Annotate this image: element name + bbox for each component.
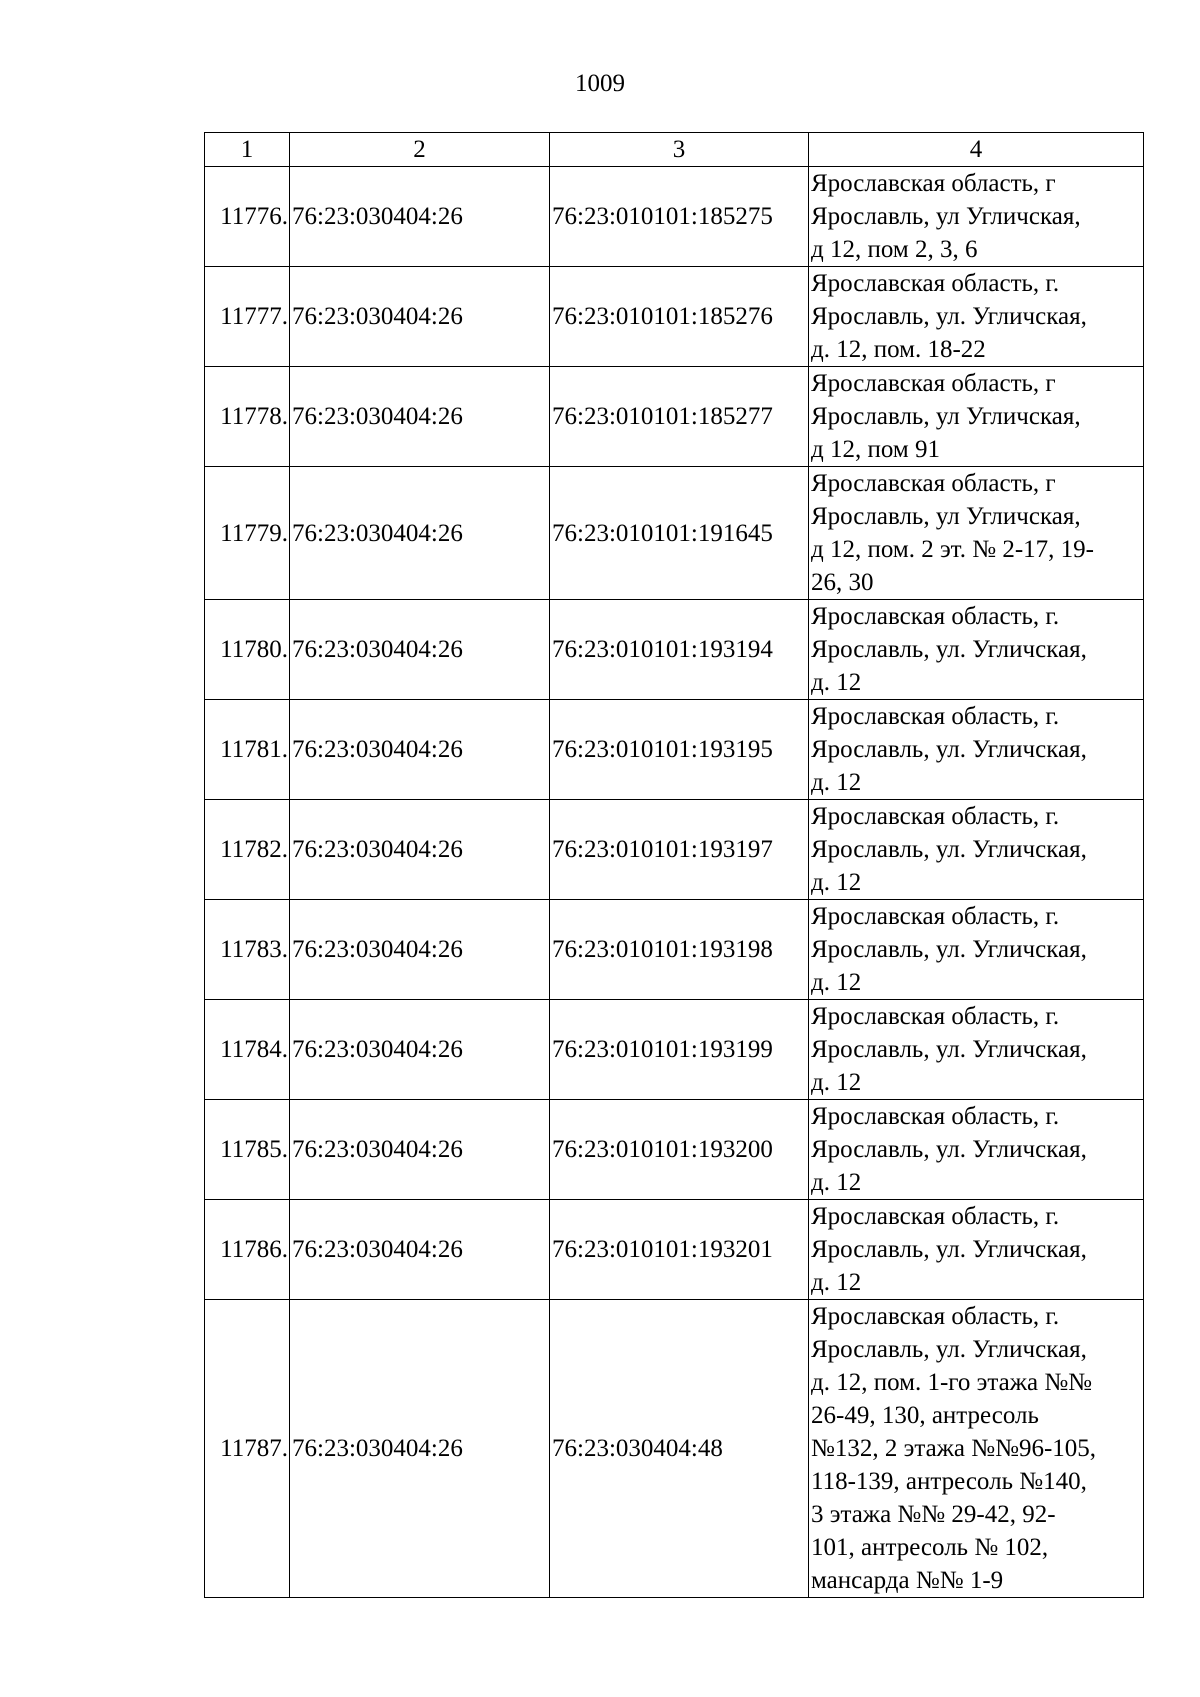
column-header: 4 xyxy=(809,133,1144,167)
address-line: Ярославская область, г. xyxy=(811,703,1060,730)
land-parcel-cadastral-number: 76:23:030404:26 xyxy=(290,700,550,800)
table-row xyxy=(205,1200,1144,1300)
address-line: Ярославская область, г. xyxy=(811,603,1060,630)
object-cadastral-number: 76:23:010101:193195 xyxy=(550,700,809,800)
address-cell xyxy=(809,467,1144,600)
address-line: №132, 2 этажа №№96-105, xyxy=(811,1435,1097,1462)
address-cell xyxy=(809,600,1144,700)
land-parcel-cadastral-number: 76:23:030404:26 xyxy=(290,900,550,1000)
address-line: Ярославль, ул. Угличская, xyxy=(811,1236,1087,1263)
address-line: Ярославль, ул Угличская, xyxy=(811,503,1081,530)
object-cadastral-number: 76:23:010101:193200 xyxy=(550,1100,809,1200)
page-number: 1009 xyxy=(575,70,625,97)
object-cadastral-number: 76:23:010101:193199 xyxy=(550,1000,809,1100)
table-header-row xyxy=(205,133,1144,167)
table-row xyxy=(205,600,1144,700)
object-cadastral-number: 76:23:010101:185275 xyxy=(550,167,809,267)
address-line: д. 12 xyxy=(811,869,862,896)
address-cell xyxy=(809,1300,1144,1598)
object-cadastral-number: 76:23:010101:185277 xyxy=(550,367,809,467)
land-parcel-cadastral-number: 76:23:030404:26 xyxy=(290,1300,550,1598)
row-number: 11786. xyxy=(205,1200,290,1300)
land-parcel-cadastral-number: 76:23:030404:26 xyxy=(290,1000,550,1100)
object-cadastral-number: 76:23:030404:48 xyxy=(550,1300,809,1598)
address-line: д. 12 xyxy=(811,1069,862,1096)
table-row xyxy=(205,267,1144,367)
address-cell xyxy=(809,1000,1144,1100)
row-number: 11787. xyxy=(205,1300,290,1598)
row-number: 11783. xyxy=(205,900,290,1000)
address-cell xyxy=(809,700,1144,800)
address-line: д. 12 xyxy=(811,1169,862,1196)
address-line: Ярославская область, г. xyxy=(811,803,1060,830)
address-line: Ярославль, ул. Угличская, xyxy=(811,1136,1087,1163)
address-line: Ярославль, ул. Угличская, xyxy=(811,1336,1087,1363)
address-line: Ярославская область, г. xyxy=(811,1003,1060,1030)
address-line: Ярославль, ул. Угличская, xyxy=(811,636,1087,663)
address-line: Ярославская область, г. xyxy=(811,1203,1060,1230)
address-line: Ярославль, ул. Угличская, xyxy=(811,936,1087,963)
address-line: д 12, пом. 2 эт. № 2-17, 19- xyxy=(811,536,1094,563)
address-line: д. 12, пом. 1-го этажа №№ xyxy=(811,1369,1093,1396)
table-row xyxy=(205,1100,1144,1200)
object-cadastral-number: 76:23:010101:193201 xyxy=(550,1200,809,1300)
object-cadastral-number: 76:23:010101:191645 xyxy=(550,467,809,600)
address-line: 118-139, антресоль №140, xyxy=(811,1468,1087,1495)
address-line: Ярославль, ул Угличская, xyxy=(811,203,1081,230)
address-cell xyxy=(809,167,1144,267)
address-line: 3 этажа №№ 29-42, 92- xyxy=(811,1501,1056,1528)
column-header: 2 xyxy=(290,133,550,167)
row-number: 11784. xyxy=(205,1000,290,1100)
address-line: Ярославская область, г xyxy=(811,470,1056,497)
address-line: д 12, пом 91 xyxy=(811,436,940,463)
registry-table xyxy=(204,132,1144,1598)
address-line: Ярославль, ул. Угличская, xyxy=(811,836,1087,863)
address-line: Ярославская область, г xyxy=(811,170,1056,197)
land-parcel-cadastral-number: 76:23:030404:26 xyxy=(290,267,550,367)
address-line: 26-49, 130, антресоль xyxy=(811,1402,1039,1429)
address-cell xyxy=(809,1100,1144,1200)
land-parcel-cadastral-number: 76:23:030404:26 xyxy=(290,800,550,900)
table-row xyxy=(205,1000,1144,1100)
row-number: 11778. xyxy=(205,367,290,467)
address-line: Ярославская область, г xyxy=(811,370,1056,397)
address-line: д. 12 xyxy=(811,669,862,696)
address-line: Ярославль, ул Угличская, xyxy=(811,403,1081,430)
address-cell xyxy=(809,367,1144,467)
row-number: 11781. xyxy=(205,700,290,800)
table-row xyxy=(205,700,1144,800)
address-line: Ярославская область, г. xyxy=(811,903,1060,930)
table-row xyxy=(205,367,1144,467)
row-number: 11785. xyxy=(205,1100,290,1200)
object-cadastral-number: 76:23:010101:193197 xyxy=(550,800,809,900)
address-cell xyxy=(809,1200,1144,1300)
address-line: д. 12 xyxy=(811,969,862,996)
table-row xyxy=(205,800,1144,900)
address-line: Ярославская область, г. xyxy=(811,270,1060,297)
address-line: Ярославль, ул. Угличская, xyxy=(811,736,1087,763)
land-parcel-cadastral-number: 76:23:030404:26 xyxy=(290,1200,550,1300)
address-cell xyxy=(809,900,1144,1000)
row-number: 11782. xyxy=(205,800,290,900)
land-parcel-cadastral-number: 76:23:030404:26 xyxy=(290,600,550,700)
address-line: Ярославская область, г. xyxy=(811,1103,1060,1130)
address-line: мансарда №№ 1-9 xyxy=(811,1567,1004,1594)
address-line: Ярославская область, г. xyxy=(811,1303,1060,1330)
land-parcel-cadastral-number: 76:23:030404:26 xyxy=(290,1100,550,1200)
land-parcel-cadastral-number: 76:23:030404:26 xyxy=(290,167,550,267)
address-line: Ярославль, ул. Угличская, xyxy=(811,303,1087,330)
table-row xyxy=(205,167,1144,267)
address-cell xyxy=(809,267,1144,367)
table-row xyxy=(205,467,1144,600)
row-number: 11776. xyxy=(205,167,290,267)
table-row xyxy=(205,900,1144,1000)
address-line: д. 12 xyxy=(811,1269,862,1296)
table-body xyxy=(205,167,1144,1598)
row-number: 11777. xyxy=(205,267,290,367)
address-line: д. 12, пом. 18-22 xyxy=(811,336,986,363)
row-number: 11779. xyxy=(205,467,290,600)
land-parcel-cadastral-number: 76:23:030404:26 xyxy=(290,467,550,600)
address-line: д 12, пом 2, 3, 6 xyxy=(811,236,978,263)
address-line: 101, антресоль № 102, xyxy=(811,1534,1049,1561)
address-cell xyxy=(809,800,1144,900)
row-number: 11780. xyxy=(205,600,290,700)
column-header: 3 xyxy=(550,133,809,167)
address-line: Ярославль, ул. Угличская, xyxy=(811,1036,1087,1063)
object-cadastral-number: 76:23:010101:185276 xyxy=(550,267,809,367)
object-cadastral-number: 76:23:010101:193194 xyxy=(550,600,809,700)
address-line: д. 12 xyxy=(811,769,862,796)
column-header: 1 xyxy=(205,133,290,167)
land-parcel-cadastral-number: 76:23:030404:26 xyxy=(290,367,550,467)
object-cadastral-number: 76:23:010101:193198 xyxy=(550,900,809,1000)
table-row xyxy=(205,1300,1144,1598)
address-line: 26, 30 xyxy=(811,569,874,596)
